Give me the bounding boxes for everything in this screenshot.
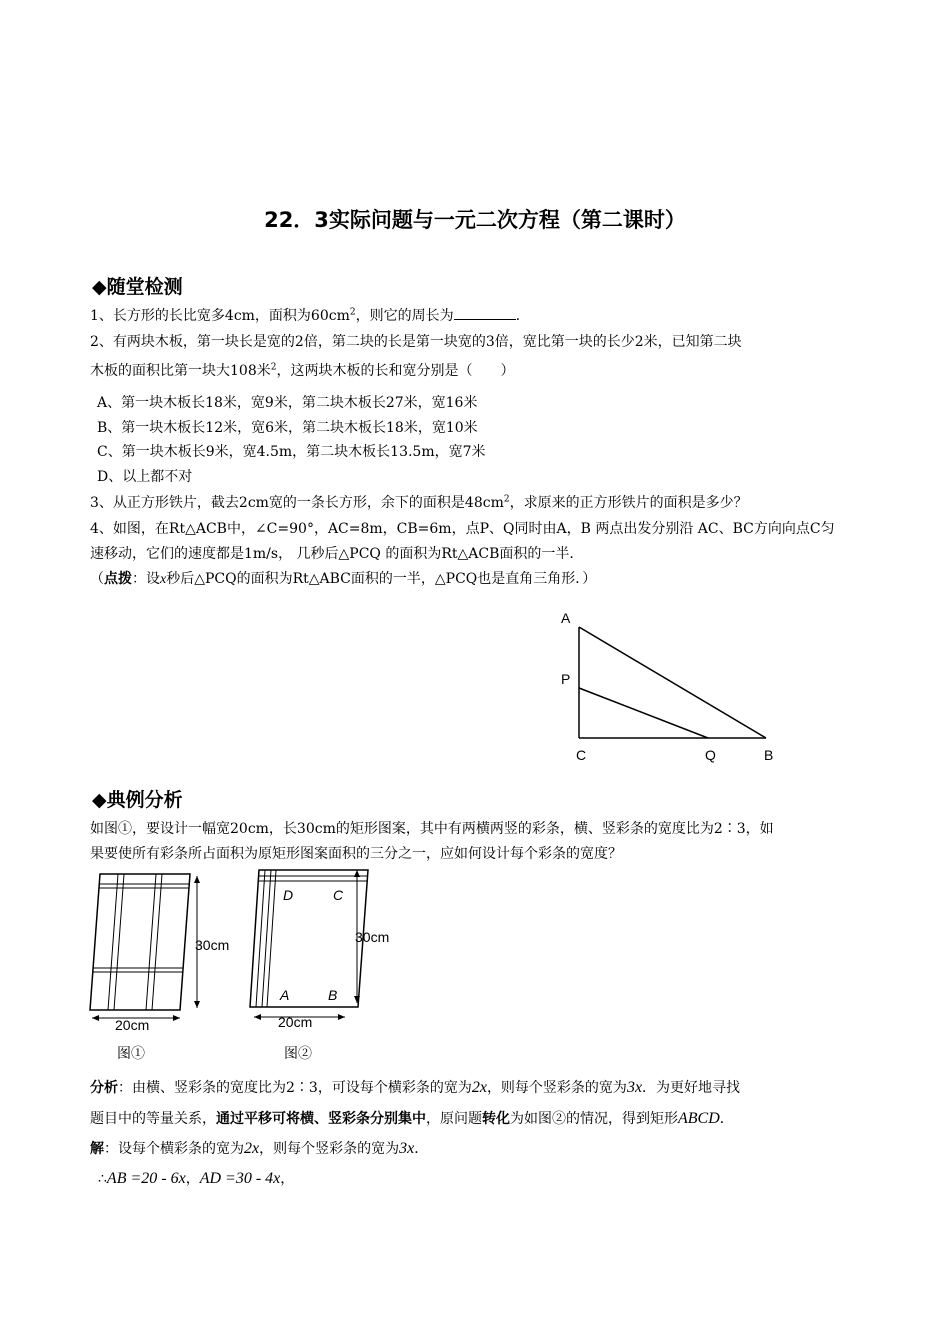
label-c: C bbox=[576, 747, 587, 763]
question-1: 1、长方形的长比宽多4cm，面积为$60cm^2$，则它的周长为 . bbox=[90, 307, 521, 324]
fig2-corner-b: B bbox=[328, 987, 338, 1003]
option-c: C、第一块木板长9米，宽4.5m，第二块木板长13.5m，宽7米 bbox=[97, 444, 486, 460]
answer-blank bbox=[454, 307, 516, 320]
question-3: 3、从正方形铁片，截去2cm宽的一条长方形，余下的面积是$48cm^2$，求原来的正方形铁片的面积是多少？ bbox=[90, 494, 748, 511]
triangle-figure bbox=[550, 600, 790, 770]
label-b: B bbox=[764, 747, 774, 763]
solution-line2: ∴AB =20 - 6x，AD =30 - 4x， bbox=[98, 1170, 295, 1187]
fig2-corner-a: A bbox=[280, 987, 290, 1003]
label-q: Q bbox=[705, 747, 716, 763]
fig2-corner-c: C bbox=[333, 887, 344, 903]
fig1-width-label: 20cm bbox=[115, 1017, 150, 1033]
analysis-line2: 题目中的等量关系，通过平移可将横、竖彩条分别集中，原问题转化为如图②的情况，得到矩形ABCD． bbox=[90, 1110, 734, 1127]
example-line1: 如图①，要设计一幅宽20cm，长30cm的矩形图案，其中有两横两竖的彩条，横、竖彩条的宽度比为2∶3，如 bbox=[90, 821, 774, 837]
figure-2-caption: 图② bbox=[284, 1046, 312, 1062]
label-p: P bbox=[561, 671, 571, 687]
fig2-corner-d: D bbox=[283, 887, 294, 903]
option-b: B、第一块木板长12米，宽6米，第二块木板长18米，宽10米 bbox=[97, 420, 478, 436]
page-title: 22．3实际问题与一元二次方程（第二课时） bbox=[264, 208, 686, 232]
question-2-line1: 2、有两块木板，第一块长是宽的2倍，第二块的长是第一块宽的3倍，宽比第一块的长少2米，已知第二块 bbox=[90, 334, 742, 350]
fig2-height-label: 30cm bbox=[355, 929, 390, 945]
fig1-height-label: 30cm bbox=[195, 937, 230, 953]
solution-line1: 解：设每个横彩条的宽为2x，则每个竖彩条的宽为3x． bbox=[90, 1140, 429, 1157]
option-d: D、以上都不对 bbox=[97, 469, 193, 485]
question-4-line1: 4、如图，在Rt△ACB中，∠C=90°，AC=8m，CB=6m，点P、Q同时由A，B 两点出发分别沿 AC、BC方向向点C匀 bbox=[90, 521, 835, 537]
figure-2 bbox=[245, 865, 410, 1037]
question-2-line2: 木板的面积比第一块大108米$^2$，这两块木板的长和宽分别是（ ） bbox=[90, 362, 515, 379]
analysis-line1: 分析：由横、竖彩条的宽度比为2∶3，可设每个横彩条的宽为2x，则每个竖彩条的宽为3x．为更好地寻找 bbox=[90, 1079, 741, 1096]
option-a: A、第一块木板长18米，宽9米，第二块木板长27米，宽16米 bbox=[97, 395, 478, 411]
question-4-hint: （点拨：设x秒后△PCQ的面积为Rt△ABC面积的一半，△PCQ也是直角三角形．） bbox=[90, 571, 597, 587]
label-a: A bbox=[561, 610, 571, 626]
example-line2: 果要使所有彩条所占面积为原矩形图案面积的三分之一，应如何设计每个彩条的宽度？ bbox=[90, 846, 622, 862]
fig2-width-label: 20cm bbox=[278, 1014, 313, 1030]
question-4-line2: 速移动，它们的速度都是1m/s， 几秒后△PCQ 的面积为Rt△ACB面积的一半. bbox=[90, 546, 574, 562]
section-heading-practice: ◆随堂检测 bbox=[92, 276, 183, 298]
section-heading-examples: ◆典例分析 bbox=[92, 789, 183, 811]
figure-1-caption: 图① bbox=[117, 1046, 145, 1062]
figure-1 bbox=[85, 868, 245, 1038]
